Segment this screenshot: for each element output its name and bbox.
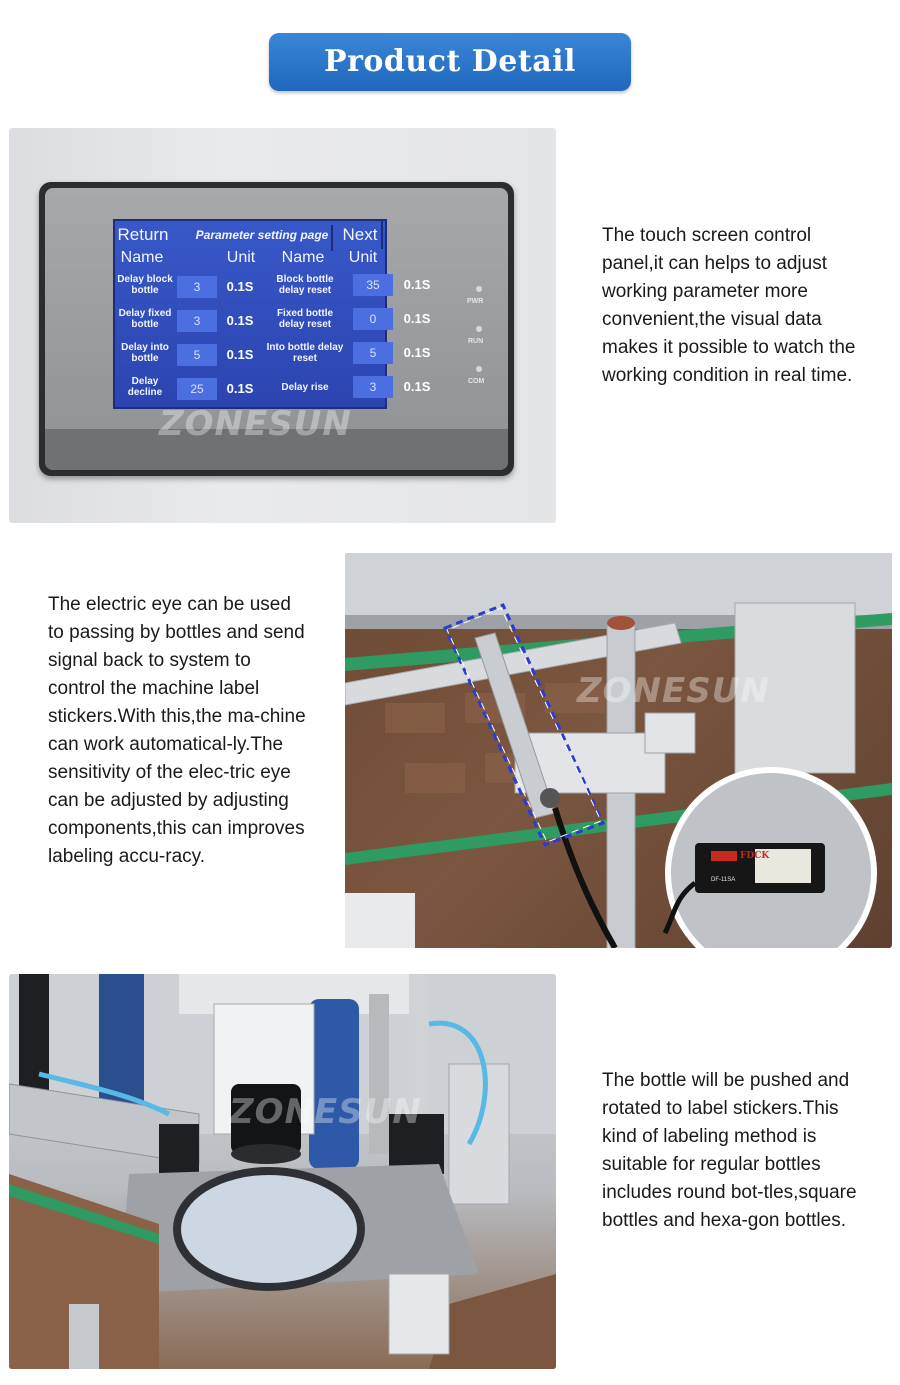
sensor-brand-label: FDCK xyxy=(740,851,770,861)
param-name: Into bottle delay reset xyxy=(266,342,344,364)
screen-col-name-2: Name xyxy=(281,249,325,266)
param-name: Delay fixed bottle xyxy=(118,308,172,330)
param-value[interactable]: 3 xyxy=(353,376,393,398)
screen-col-unit-2: Unit xyxy=(348,249,378,266)
panel-description: The touch screen control panel,it can helps to adjust working parameter more convenient,the visual data makes it possible to watch the working condition in real time. xyxy=(602,225,856,386)
param-value[interactable]: 5 xyxy=(177,344,217,366)
param-name: Block bottle delay reset xyxy=(276,274,334,296)
zonesun-watermark: ZONESUN xyxy=(229,1092,422,1132)
param-unit: 0.1S xyxy=(403,345,431,360)
param-value[interactable]: 5 xyxy=(353,342,393,364)
param-unit: 0.1S xyxy=(403,379,431,394)
param-unit: 0.1S xyxy=(226,347,254,362)
run-led-icon xyxy=(476,326,482,332)
param-name: Delay into bottle xyxy=(121,342,169,364)
screen-col-unit-1: Unit xyxy=(226,249,256,266)
screen-return-button[interactable]: Return xyxy=(117,225,169,244)
param-value[interactable]: 3 xyxy=(177,310,217,332)
led-label: COM xyxy=(468,378,485,385)
param-unit: 0.1S xyxy=(226,313,254,328)
param-unit: 0.1S xyxy=(403,311,431,326)
param-name: Delay rise xyxy=(281,382,329,393)
electric-eye-photo xyxy=(345,553,892,948)
led-label: PWR xyxy=(467,298,484,305)
param-unit: 0.1S xyxy=(403,277,431,292)
control-panel-photo xyxy=(9,128,556,523)
param-value[interactable]: 25 xyxy=(177,378,217,400)
bottle-description: The bottle will be pushed and rotated to label stickers.This kind of labeling method is suitable for regular bottles includes round bot-tles,square bottles and hexa-gon bottles. xyxy=(602,1070,857,1231)
labeling-station-illustration xyxy=(9,974,556,1369)
hmi-screen xyxy=(113,219,387,409)
screen-col-name-1: Name xyxy=(120,249,164,266)
param-value[interactable]: 0 xyxy=(353,308,393,330)
sensor-model-label: DF-11SA xyxy=(711,877,736,883)
screen-next-button[interactable]: Next xyxy=(331,225,387,251)
sensor-description: The electric eye can be used to passing by bottles and send signal back to system to control the machine label stickers.With this,the ma-chine can work automatical-ly.The sensitivity of the elec-tric eye can be adjusted by adjusting components,this can improves labeling accu-racy. xyxy=(48,594,306,867)
param-value[interactable]: 3 xyxy=(177,276,217,298)
led-label: RUN xyxy=(468,338,484,345)
hmi-bezel xyxy=(39,182,514,476)
param-unit: 0.1S xyxy=(226,381,254,396)
param-name: Delay decline xyxy=(127,376,163,398)
screen-title: Parameter setting page xyxy=(195,228,329,242)
param-name: Delay block bottle xyxy=(117,274,173,296)
param-value[interactable]: 35 xyxy=(353,274,393,296)
pwr-led-icon xyxy=(476,286,482,292)
bottle-labeling-photo xyxy=(9,974,556,1369)
param-name: Fixed bottle delay reset xyxy=(276,308,334,330)
param-unit: 0.1S xyxy=(226,279,254,294)
com-led-icon xyxy=(476,366,482,372)
zonesun-watermark: ZONESUN xyxy=(577,671,770,711)
electric-eye-illustration xyxy=(345,553,892,948)
product-detail-header: Product Detail xyxy=(269,33,631,91)
zonesun-watermark: ZONESUN xyxy=(159,404,352,444)
